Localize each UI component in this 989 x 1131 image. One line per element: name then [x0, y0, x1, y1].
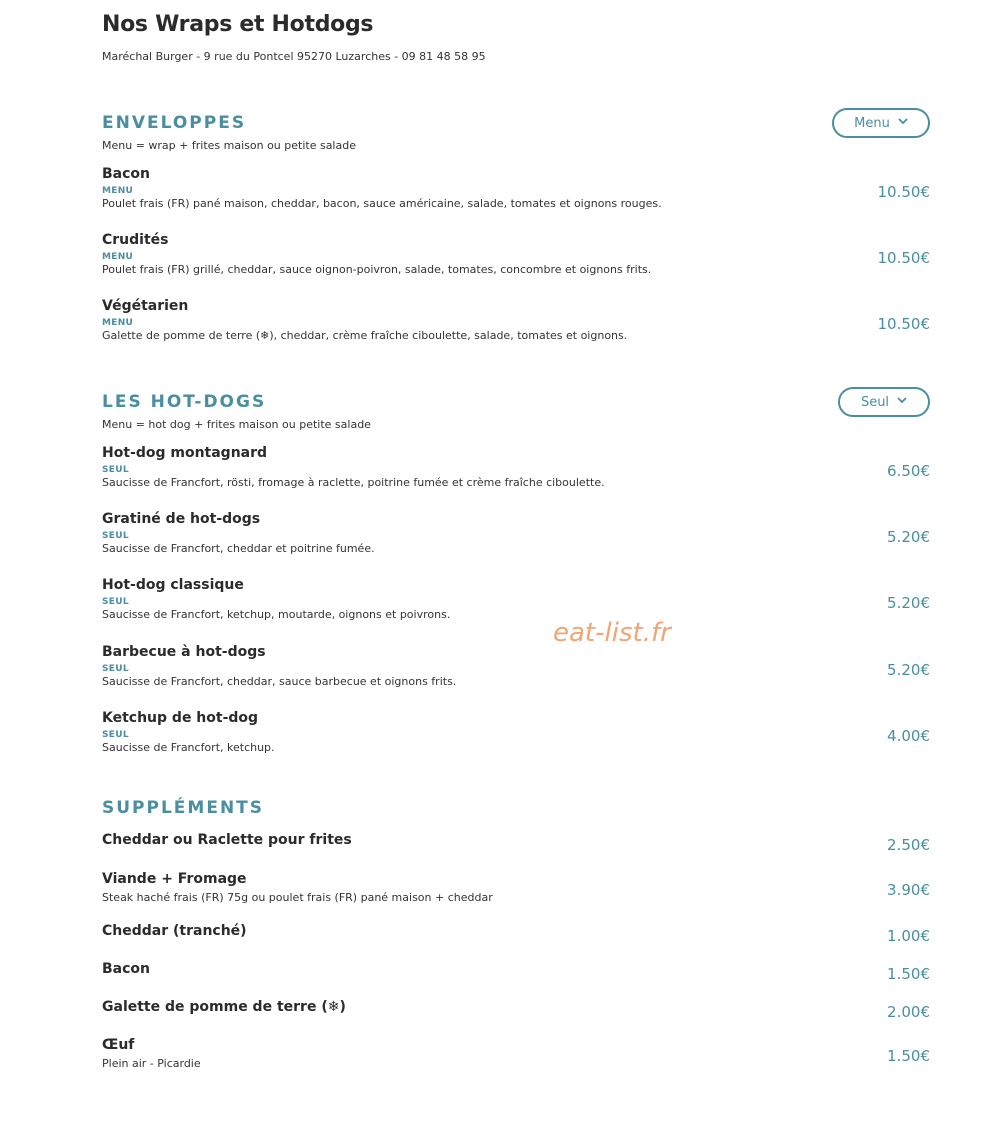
item-name: Galette de pomme de terre (❄) — [102, 999, 346, 1015]
section-note: Menu = wrap + frites maison ou petite salade — [102, 139, 356, 152]
item-name: Bacon — [102, 166, 151, 182]
section-title-hot-dogs: LES HOT-DOGS — [102, 392, 267, 412]
list-item — [102, 871, 930, 905]
item-price: 1.50€ — [887, 1047, 930, 1065]
list-item — [102, 298, 930, 343]
item-name: Crudités — [102, 232, 169, 248]
chevron-down-icon — [898, 118, 908, 128]
chevron-down-icon — [897, 397, 907, 407]
list-item — [102, 577, 930, 622]
item-name: Bacon — [102, 961, 151, 977]
selector-label: Seul — [860, 394, 890, 410]
item-price: 10.50€ — [877, 183, 930, 201]
item-description: Saucisse de Francfort, ketchup, moutarde, oignons et poivrons. — [102, 608, 451, 621]
list-item — [102, 832, 930, 854]
enveloppes-menu-selector[interactable] — [832, 108, 930, 138]
item-price: 5.20€ — [887, 661, 930, 679]
item-tag: SEUL — [102, 465, 129, 475]
list-item — [102, 644, 930, 689]
item-tag: SEUL — [102, 730, 129, 740]
section-note: Menu = hot dog + frites maison ou petite salade — [102, 418, 371, 431]
item-tag: SEUL — [102, 531, 129, 541]
item-description: Saucisse de Francfort, rösti, fromage à raclette, poitrine fumée et crème fraîche ciboulette. — [102, 476, 605, 489]
list-item — [102, 923, 930, 945]
item-price: 10.50€ — [877, 315, 930, 333]
item-name: Gratiné de hot-dogs — [102, 511, 261, 527]
item-name: Œuf — [102, 1037, 135, 1053]
item-price: 6.50€ — [887, 462, 930, 480]
item-description: Saucisse de Francfort, cheddar, sauce barbecue et oignons frits. — [102, 675, 457, 688]
selector-label: Menu — [854, 115, 890, 131]
item-price: 1.00€ — [887, 927, 930, 945]
item-description: Galette de pomme de terre (❄), cheddar, crème fraîche ciboulette, salade, tomates et oignons. — [102, 329, 628, 342]
item-description: Plein air - Picardie — [102, 1057, 201, 1070]
list-item — [102, 961, 930, 983]
item-tag: MENU — [102, 186, 134, 196]
item-tag: SEUL — [102, 664, 129, 674]
item-name: Hot-dog montagnard — [102, 445, 268, 461]
item-price: 4.00€ — [887, 727, 930, 745]
item-description: Steak haché frais (FR) 75g ou poulet frais (FR) pané maison + cheddar — [102, 891, 493, 904]
item-price: 5.20€ — [887, 594, 930, 612]
list-item — [102, 1037, 930, 1071]
list-item — [102, 445, 930, 490]
item-description: Saucisse de Francfort, cheddar et poitrine fumée. — [102, 542, 375, 555]
item-description: Poulet frais (FR) pané maison, cheddar, bacon, sauce américaine, salade, tomates et oignons rouges. — [102, 197, 662, 210]
item-name: Barbecue à hot-dogs — [102, 644, 266, 660]
item-price: 1.50€ — [887, 965, 930, 983]
page-title: Nos Wraps et Hotdogs — [102, 12, 374, 37]
item-name: Cheddar ou Raclette pour frites — [102, 832, 352, 848]
item-price: 10.50€ — [877, 249, 930, 267]
list-item — [102, 999, 930, 1021]
item-description: Saucisse de Francfort, ketchup. — [102, 741, 275, 754]
item-name: Ketchup de hot-dog — [102, 710, 259, 726]
watermark: eat-list.fr — [553, 618, 671, 648]
item-name: Viande + Fromage — [102, 871, 247, 887]
list-item — [102, 232, 930, 277]
item-price: 2.50€ — [887, 836, 930, 854]
item-description: Poulet frais (FR) grillé, cheddar, sauce oignon-poivron, salade, tomates, concombre et oignons frits. — [102, 263, 652, 276]
item-tag: MENU — [102, 252, 134, 262]
section-title-supplements: SUPPLÉMENTS — [102, 798, 265, 818]
item-name: Cheddar (tranché) — [102, 923, 247, 939]
list-item — [102, 511, 930, 556]
item-tag: MENU — [102, 318, 134, 328]
item-price: 5.20€ — [887, 528, 930, 546]
list-item — [102, 710, 930, 755]
item-name: Hot-dog classique — [102, 577, 244, 593]
item-price: 3.90€ — [887, 881, 930, 899]
hot-dogs-menu-selector[interactable] — [838, 387, 930, 417]
section-title-enveloppes: ENVELOPPES — [102, 113, 247, 133]
item-name: Végétarien — [102, 298, 189, 314]
list-item — [102, 166, 930, 211]
restaurant-address: Maréchal Burger - 9 rue du Pontcel 95270 Luzarches - 09 81 48 58 95 — [102, 50, 486, 63]
item-tag: SEUL — [102, 597, 129, 607]
item-price: 2.00€ — [887, 1003, 930, 1021]
